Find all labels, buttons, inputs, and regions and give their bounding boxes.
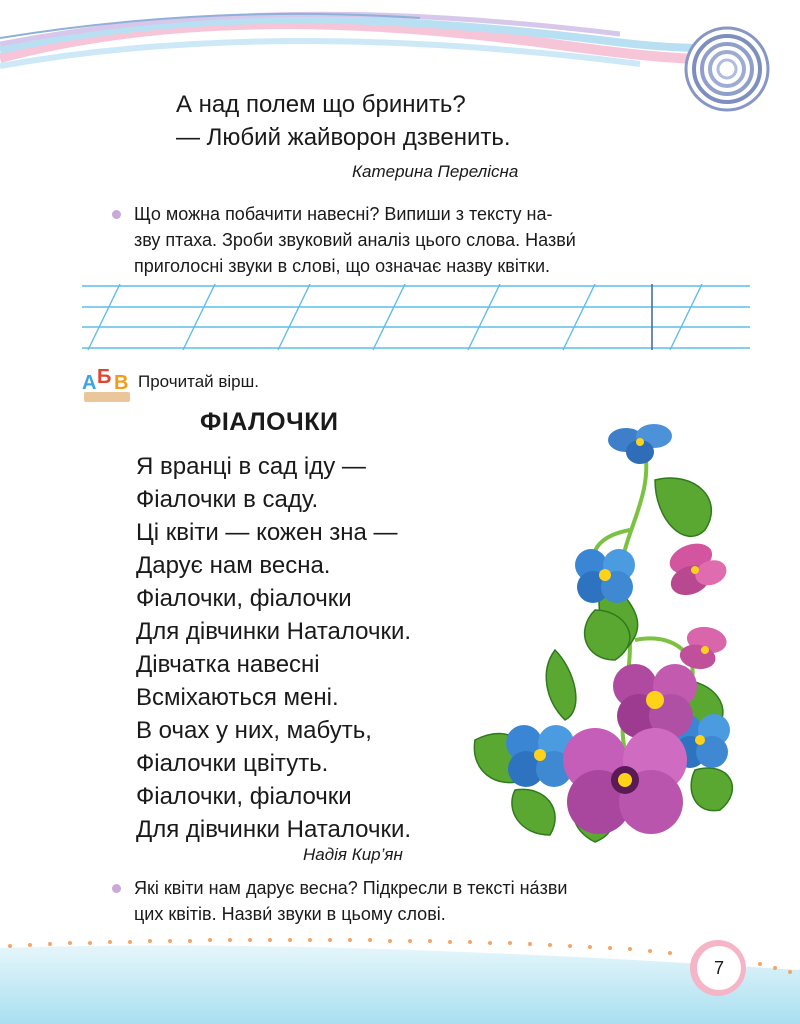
poem-line: Дівчатка навесні xyxy=(136,651,320,678)
task-bullet-icon xyxy=(112,210,121,219)
footer-wave-decoration xyxy=(0,930,800,1024)
poem-line: В очах у них, мабуть, xyxy=(136,717,372,744)
poem-line: Всміхаються мені. xyxy=(136,684,339,711)
poem-line: Фіалочки в саду. xyxy=(136,486,319,513)
poem-line: Для дівчинки Наталочки. xyxy=(136,816,412,843)
task-2-line: цих квітів. Назви́ звуки в цьому слові. xyxy=(134,904,446,924)
abv-letter: В xyxy=(114,372,129,394)
abv-book-icon xyxy=(80,366,132,406)
task-1-line: зву птаха. Зроби звуковий аналіз цього слова. Назви́ xyxy=(134,230,576,250)
poem-line: Фіалочки цвітуть. xyxy=(136,750,329,777)
poem-line: Дарує нам весна. xyxy=(136,552,331,579)
task-2-line: Які квіти нам дарує весна? Підкресли в тексті на́зви xyxy=(134,878,568,898)
poem-line: Фіалочки, фіалочки xyxy=(136,783,352,810)
abv-letter: А xyxy=(82,372,97,394)
page-number: 7 xyxy=(697,946,741,990)
task-2-text xyxy=(134,875,704,927)
poem-line: Фіалочки, фіалочки xyxy=(136,585,352,612)
abv-letter: Б xyxy=(97,366,112,388)
poem-line: Для дівчинки Наталочки. xyxy=(136,618,412,645)
poem-fragment-author: Катерина Перелісна xyxy=(352,162,519,181)
writing-lines[interactable] xyxy=(82,284,750,354)
task-bullet-icon xyxy=(112,884,121,893)
pansy-flowers-illustration xyxy=(455,410,745,850)
poem-title: ФІАЛОЧКИ xyxy=(200,408,339,436)
read-instruction: Прочитай вірш. xyxy=(138,372,260,391)
task-1-text xyxy=(134,201,694,279)
poem-fragment-line: А над полем що бринить? xyxy=(176,91,466,118)
poem-line: Я вранці в сад іду — xyxy=(136,453,366,480)
poem-body xyxy=(136,450,411,846)
spiral-icon xyxy=(684,26,770,112)
task-1-line: Що можна побачити навесні? Випиши з тексту на- xyxy=(134,204,553,224)
poem-author: Надія Кир’ян xyxy=(303,845,403,864)
poem-fragment xyxy=(176,88,511,154)
poem-line: Ці квіти — кожен зна — xyxy=(136,519,398,546)
task-1-line: приголосні звуки в слові, що означає назву квітки. xyxy=(134,256,551,276)
poem-fragment-line: — Любий жайворон дзвенить. xyxy=(176,124,511,151)
